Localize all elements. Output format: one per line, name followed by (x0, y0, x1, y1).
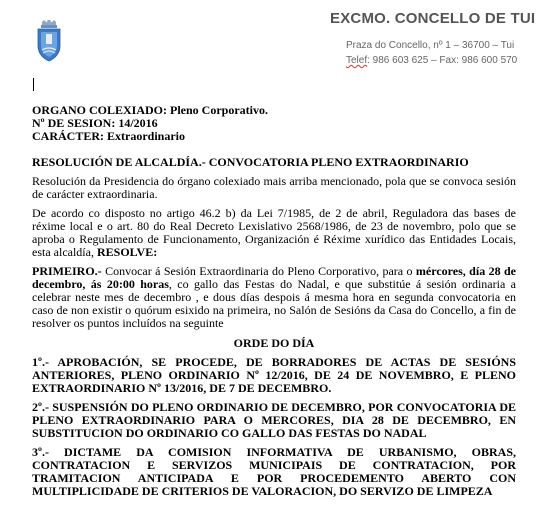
organization-name: EXCMO. CONCELLO DE TUI (330, 10, 536, 27)
agenda-item-1: 1º.- APROBACIÓN, SE PROCEDE, DE BORRADORES DE ACTAS DE SESIÓNS ANTERIORES, PLENO ORDINARIO Nº 12/2016, DE 24 DE NOVEMBRO, E PLENO EXTRAORDINARIO Nº 13/2016, DE 7 DE DECEMBRO. (32, 355, 516, 395)
telephone-label: Telef (346, 55, 368, 66)
letterhead (0, 0, 544, 80)
intro-paragraph: Resolución da Presidencia do órgano colexiado mais arriba mencionado, pola que se convoca sesión de carácter extraordinaria. (32, 174, 516, 201)
organ-line: ORGANO COLEXIADO: Pleno Corporativo. (32, 103, 268, 117)
agenda-title: ORDE DO DÍA (233, 336, 315, 350)
agenda-item-3: 3º.- DICTAME DA COMISION INFORMATIVA DE URBANISMO, OBRAS, CONTRATACION E SERVIZOS MUNICIPAIS DE CONTRATACION, POR TRAMITACION ANTICIPADA E POR PROCEDEMENTO ABERTO CON MULTIPLICIDADE DE CRITERIOS DE VALORACION, DO SERVIZO DE LIMPEZA (32, 445, 516, 498)
character-label: CARÁCTER: (32, 129, 104, 143)
legal-paragraph (32, 207, 516, 259)
text-cursor (33, 78, 34, 91)
session-date: mércores, día 28 de decembro, ás 20:00 horas (32, 264, 516, 291)
agenda-item-2: 2º.- SUSPENSIÓN DO PLENO ORDINARIO DE DECEMBRO, POR CONVOCATORIA DE PLENO EXTRAORDINARIO PARA O MERCORES, DIA 28 DE DECEMBRO, EN SUBSTITUCION DO ORDINARIO CO GALLO DAS FESTAS DO NADAL (32, 400, 516, 440)
character-value: Extraordinario (104, 129, 185, 143)
telephone-fax-numbers: : 986 603 625 – Fax: 986 600 570 (367, 55, 518, 66)
organization-contact (346, 55, 517, 66)
resolution-title: RESOLUCIÓN DE ALCALDÍA.- CONVOCATORIA PLENO EXTRAORDINARIO (32, 155, 469, 169)
primeiro-text-2: , co gallo das Festas do Nadal, e que substitúe á sesión ordinaria a celebrar neste mes de decembro , e dous días despois á mesma hora en segunda convocatoria en caso de non existir o quórum esixido na primeira, no Salón de Sesións da Casa do Concello, a fin de resolver os puntos incluídos na seguinte (32, 277, 516, 330)
character-line (32, 130, 516, 143)
coat-of-arms-icon (36, 20, 62, 62)
primeiro-paragraph (32, 265, 516, 330)
session-number-line: Nº DE SESION: 14/2016 (32, 116, 158, 130)
session-metadata (32, 104, 516, 143)
primeiro-text-1: Convocar á Sesión Extraordinaria do Pleno Corporativo, para o (101, 264, 416, 278)
organization-address: Praza do Concello, nº 1 – 36700 – Tui (346, 40, 515, 51)
document-body[interactable] (32, 104, 516, 498)
primeiro-label: PRIMEIRO.- (32, 264, 102, 278)
resolve-label: RESOLVE: (96, 245, 158, 259)
legal-text: De acordo co disposto no artigo 46.2 b) da Lei 7/1985, de 2 de abril, Reguladora das bases de réxime local e o art. 80 do Real Decreto Lexislativo 2568/1986, de 23 de novembro, polo que se aproba o Regulamento de Funcionamento, Organización é Réxime xurídico das Entidades Locais, esta alcaldía, (32, 206, 516, 259)
